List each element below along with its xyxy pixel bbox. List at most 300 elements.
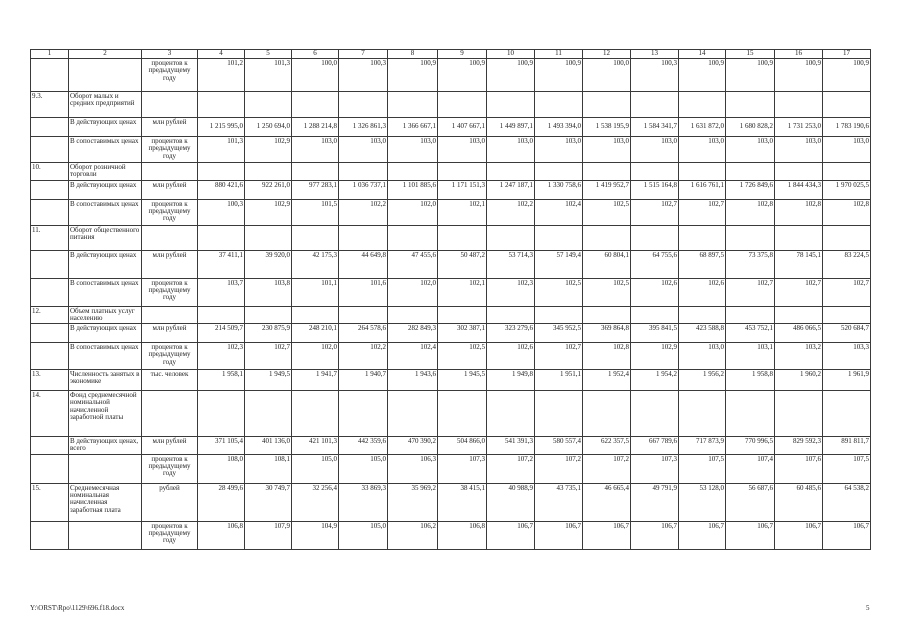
indicator-name: В действующих ценах [69,324,142,343]
value-cell [583,306,631,324]
value-cell: 1 970 025,5 [823,180,871,199]
value-cell: 42 175,3 [292,250,339,278]
value-cell [438,306,487,324]
value-cell: 43 735,1 [535,483,583,521]
value-cell: 102,6 [631,278,679,306]
section-number [31,437,69,455]
value-cell [726,306,775,324]
value-cell [679,391,726,437]
value-cell: 102,6 [487,343,535,370]
value-cell [339,163,388,181]
value-cell: 880 421,6 [198,180,245,199]
value-cell: 102,2 [487,199,535,225]
section-number [31,454,69,483]
value-cell: 1 631 872,0 [679,118,726,137]
column-number: 4 [198,50,245,59]
unit-of-measure: млн рублей [142,250,198,278]
unit-of-measure: млн рублей [142,180,198,199]
unit-of-measure: процентов к предыдущему году [142,521,198,549]
value-cell: 101,5 [292,199,339,225]
value-cell: 1 449 897,1 [487,118,535,137]
value-cell [292,225,339,250]
value-cell: 504 866,0 [438,437,487,455]
value-cell: 102,7 [726,278,775,306]
value-cell: 486 066,5 [775,324,823,343]
value-cell: 107,5 [679,454,726,483]
value-cell [388,306,438,324]
table-row [31,483,871,521]
column-number: 7 [339,50,388,59]
value-cell: 1 731 253,0 [775,118,823,137]
value-cell: 38 415,1 [438,483,487,521]
value-cell [775,391,823,437]
indicator-name [69,59,142,92]
value-cell: 47 455,6 [388,250,438,278]
value-cell: 73 375,8 [726,250,775,278]
column-number: 9 [438,50,487,59]
value-cell: 102,7 [245,343,292,370]
table-row [31,306,871,324]
value-cell: 102,5 [583,278,631,306]
value-cell [823,92,871,118]
value-cell: 102,1 [438,278,487,306]
unit-of-measure [142,163,198,181]
section-number [31,118,69,137]
value-cell: 401 136,0 [245,437,292,455]
value-cell [631,306,679,324]
value-cell: 107,6 [775,454,823,483]
value-cell [535,306,583,324]
column-number: 8 [388,50,438,59]
value-cell: 423 588,8 [679,324,726,343]
value-cell: 248 210,1 [292,324,339,343]
value-cell: 101,6 [339,278,388,306]
value-cell: 1 538 195,9 [583,118,631,137]
indicator-name: Фонд среднемесячной номинальной начисленной заработной платы [69,391,142,437]
value-cell: 102,2 [339,343,388,370]
value-cell: 421 101,3 [292,437,339,455]
value-cell: 102,9 [245,137,292,163]
table-row [31,343,871,370]
value-cell [679,163,726,181]
value-cell: 1 783 190,6 [823,118,871,137]
value-cell: 107,2 [487,454,535,483]
value-cell: 103,0 [775,137,823,163]
value-cell [535,391,583,437]
indicator-name: Объем платных услуг населению [69,306,142,324]
table-row [31,199,871,225]
value-cell: 667 789,6 [631,437,679,455]
value-cell: 102,8 [583,343,631,370]
value-cell: 28 499,6 [198,483,245,521]
value-cell: 102,0 [292,343,339,370]
value-cell [631,92,679,118]
value-cell: 101,1 [292,278,339,306]
value-cell: 105,0 [339,521,388,549]
value-cell: 103,7 [198,278,245,306]
section-number [31,59,69,92]
value-cell: 102,6 [679,278,726,306]
value-cell: 1 288 214,8 [292,118,339,137]
value-cell: 1 493 394,0 [535,118,583,137]
value-cell [535,92,583,118]
section-number [31,278,69,306]
value-cell: 103,1 [726,343,775,370]
value-cell: 103,0 [388,137,438,163]
value-cell [631,225,679,250]
value-cell: 1 407 667,1 [438,118,487,137]
value-cell [388,225,438,250]
value-cell: 49 791,9 [631,483,679,521]
value-cell [775,163,823,181]
value-cell: 282 849,3 [388,324,438,343]
value-cell [487,391,535,437]
table-row [31,521,871,549]
column-number: 11 [535,50,583,59]
value-cell: 102,9 [245,199,292,225]
value-cell: 50 487,2 [438,250,487,278]
value-cell: 106,7 [823,521,871,549]
indicator-name: В действующих ценах [69,118,142,137]
value-cell: 106,7 [679,521,726,549]
value-cell: 102,5 [535,278,583,306]
value-cell [726,92,775,118]
unit-of-measure: процентов к предыдущему году [142,454,198,483]
value-cell: 371 105,4 [198,437,245,455]
value-cell: 102,7 [535,343,583,370]
value-cell: 102,7 [631,199,679,225]
value-cell [245,163,292,181]
value-cell: 1 680 828,2 [726,118,775,137]
column-number: 13 [631,50,679,59]
value-cell: 922 261,0 [245,180,292,199]
value-cell: 103,0 [487,137,535,163]
value-cell [631,391,679,437]
value-cell: 53 128,0 [679,483,726,521]
table-row [31,118,871,137]
column-number-row [31,50,871,59]
indicator-name: Численность занятых в экономике [69,370,142,391]
indicator-name: Оборот общественного питания [69,225,142,250]
file-path-footer: Y:\ORST\Rpo\1129\696.f18.docx [30,604,125,612]
value-cell [292,306,339,324]
value-cell: 103,0 [292,137,339,163]
value-cell: 100,9 [726,59,775,92]
indicator-name: В действующих ценах, всего [69,437,142,455]
value-cell: 1 366 667,1 [388,118,438,137]
value-cell [292,92,339,118]
value-cell: 103,0 [823,137,871,163]
value-cell: 106,7 [775,521,823,549]
value-cell: 100,9 [823,59,871,92]
value-cell: 106,3 [388,454,438,483]
table-row [31,391,871,437]
value-cell: 442 359,6 [339,437,388,455]
unit-of-measure: процентов к предыдущему году [142,343,198,370]
value-cell: 829 592,3 [775,437,823,455]
value-cell [388,163,438,181]
indicator-name [69,454,142,483]
value-cell [245,306,292,324]
value-cell [487,306,535,324]
value-cell: 106,7 [487,521,535,549]
value-cell [198,391,245,437]
section-number [31,324,69,343]
value-cell [339,391,388,437]
value-cell: 44 649,8 [339,250,388,278]
value-cell [292,163,339,181]
value-cell: 105,0 [292,454,339,483]
value-cell: 103,0 [339,137,388,163]
value-cell [487,92,535,118]
value-cell: 101,2 [198,59,245,92]
value-cell: 100,3 [198,199,245,225]
table-row [31,278,871,306]
value-cell: 1 419 952,7 [583,180,631,199]
value-cell: 108,1 [245,454,292,483]
value-cell: 100,9 [535,59,583,92]
unit-of-measure: процентов к предыдущему году [142,137,198,163]
value-cell: 102,0 [388,278,438,306]
value-cell: 103,3 [823,343,871,370]
column-number: 17 [823,50,871,59]
value-cell: 1 941,7 [292,370,339,391]
value-cell: 1 330 758,6 [535,180,583,199]
unit-of-measure: млн рублей [142,324,198,343]
table-row [31,59,871,92]
unit-of-measure: тыс. человек [142,370,198,391]
value-cell: 100,3 [631,59,679,92]
table-row [31,437,871,455]
column-number: 15 [726,50,775,59]
column-number: 1 [31,50,69,59]
table-body [31,50,871,550]
unit-of-measure: млн рублей [142,118,198,137]
value-cell: 1 515 164,8 [631,180,679,199]
value-cell: 102,5 [583,199,631,225]
value-cell: 1 943,6 [388,370,438,391]
value-cell: 102,8 [823,199,871,225]
value-cell: 30 749,7 [245,483,292,521]
section-number [31,521,69,549]
value-cell: 1 215 995,0 [198,118,245,137]
table-row [31,370,871,391]
value-cell: 83 224,5 [823,250,871,278]
unit-of-measure [142,391,198,437]
value-cell [245,391,292,437]
value-cell [679,306,726,324]
value-cell [388,92,438,118]
value-cell [583,391,631,437]
value-cell: 39 920,0 [245,250,292,278]
value-cell: 103,0 [583,137,631,163]
value-cell: 102,8 [726,199,775,225]
value-cell: 106,2 [388,521,438,549]
value-cell: 102,2 [339,199,388,225]
value-cell: 1 954,2 [631,370,679,391]
unit-of-measure: процентов к предыдущему году [142,199,198,225]
value-cell: 102,9 [631,343,679,370]
value-cell: 35 969,2 [388,483,438,521]
value-cell [823,306,871,324]
section-number: 13. [31,370,69,391]
value-cell: 100,9 [438,59,487,92]
value-cell: 369 864,8 [583,324,631,343]
indicator-name: В действующих ценах [69,250,142,278]
value-cell: 107,3 [438,454,487,483]
value-cell [292,391,339,437]
value-cell: 107,9 [245,521,292,549]
value-cell: 717 873,9 [679,437,726,455]
value-cell: 102,0 [388,199,438,225]
value-cell: 520 684,7 [823,324,871,343]
value-cell: 102,4 [535,199,583,225]
column-number: 6 [292,50,339,59]
unit-of-measure [142,225,198,250]
value-cell [438,92,487,118]
value-cell [438,163,487,181]
value-cell: 1 949,5 [245,370,292,391]
value-cell: 102,7 [775,278,823,306]
value-cell: 103,0 [679,343,726,370]
value-cell [583,225,631,250]
value-cell: 105,0 [339,454,388,483]
value-cell: 103,0 [631,137,679,163]
value-cell [775,92,823,118]
value-cell: 101,3 [245,59,292,92]
section-number: 14. [31,391,69,437]
section-number: 15. [31,483,69,521]
indicator-name: Среднемесячная номинальная начисленная заработная плата [69,483,142,521]
value-cell [679,225,726,250]
value-cell: 101,3 [198,137,245,163]
value-cell [438,225,487,250]
section-number: 11. [31,225,69,250]
column-number: 16 [775,50,823,59]
value-cell: 106,7 [726,521,775,549]
indicator-name: В действующих ценах [69,180,142,199]
column-number: 10 [487,50,535,59]
value-cell: 102,7 [679,199,726,225]
table-row [31,324,871,343]
forecast-table [30,49,871,550]
value-cell: 1 171 151,3 [438,180,487,199]
table-row [31,225,871,250]
value-cell: 541 391,3 [487,437,535,455]
value-cell: 107,4 [726,454,775,483]
value-cell [679,92,726,118]
value-cell: 323 279,6 [487,324,535,343]
value-cell: 345 952,5 [535,324,583,343]
value-cell: 100,0 [292,59,339,92]
unit-of-measure: процентов к предыдущему году [142,278,198,306]
column-number: 12 [583,50,631,59]
section-number [31,137,69,163]
value-cell [198,306,245,324]
value-cell: 1 958,8 [726,370,775,391]
value-cell: 264 578,6 [339,324,388,343]
value-cell: 56 687,6 [726,483,775,521]
value-cell: 103,8 [245,278,292,306]
section-number [31,199,69,225]
value-cell: 106,8 [198,521,245,549]
value-cell: 102,1 [438,199,487,225]
indicator-name: В сопоставимых ценах [69,137,142,163]
table-row [31,92,871,118]
value-cell: 57 149,4 [535,250,583,278]
value-cell [631,163,679,181]
column-number: 2 [69,50,142,59]
value-cell: 102,8 [775,199,823,225]
value-cell [775,225,823,250]
column-number: 5 [245,50,292,59]
value-cell: 107,3 [631,454,679,483]
value-cell: 1 952,4 [583,370,631,391]
value-cell [726,163,775,181]
value-cell: 1 844 434,3 [775,180,823,199]
value-cell [198,225,245,250]
value-cell: 102,4 [388,343,438,370]
value-cell: 1 949,8 [487,370,535,391]
value-cell: 1 036 737,1 [339,180,388,199]
value-cell: 100,9 [487,59,535,92]
value-cell [339,306,388,324]
value-cell: 102,5 [438,343,487,370]
value-cell [487,163,535,181]
unit-of-measure [142,92,198,118]
value-cell: 1 616 761,1 [679,180,726,199]
value-cell: 64 755,6 [631,250,679,278]
value-cell: 103,0 [726,137,775,163]
indicator-name: Оборот малых и средних предприятий [69,92,142,118]
value-cell: 453 752,1 [726,324,775,343]
value-cell: 1 726 849,6 [726,180,775,199]
value-cell: 1 956,2 [679,370,726,391]
value-cell: 230 875,9 [245,324,292,343]
value-cell: 470 390,2 [388,437,438,455]
value-cell: 102,7 [823,278,871,306]
value-cell [823,391,871,437]
value-cell: 106,7 [535,521,583,549]
indicator-name: В сопоставимых ценах [69,199,142,225]
value-cell: 580 557,4 [535,437,583,455]
value-cell [388,391,438,437]
value-cell: 102,3 [487,278,535,306]
value-cell: 53 714,3 [487,250,535,278]
value-cell: 107,2 [535,454,583,483]
value-cell: 1 940,7 [339,370,388,391]
section-number [31,250,69,278]
column-number: 3 [142,50,198,59]
value-cell: 302 387,1 [438,324,487,343]
value-cell: 46 665,4 [583,483,631,521]
section-number: 12. [31,306,69,324]
value-cell: 100,9 [679,59,726,92]
value-cell: 107,5 [823,454,871,483]
value-cell: 1 951,1 [535,370,583,391]
value-cell: 33 869,3 [339,483,388,521]
section-number: 10. [31,163,69,181]
value-cell [823,163,871,181]
section-number: 9.3. [31,92,69,118]
unit-of-measure: процентов к предыдущему году [142,59,198,92]
value-cell: 40 988,9 [487,483,535,521]
unit-of-measure [142,306,198,324]
value-cell [583,92,631,118]
value-cell: 100,3 [339,59,388,92]
value-cell: 68 897,5 [679,250,726,278]
table-row [31,454,871,483]
